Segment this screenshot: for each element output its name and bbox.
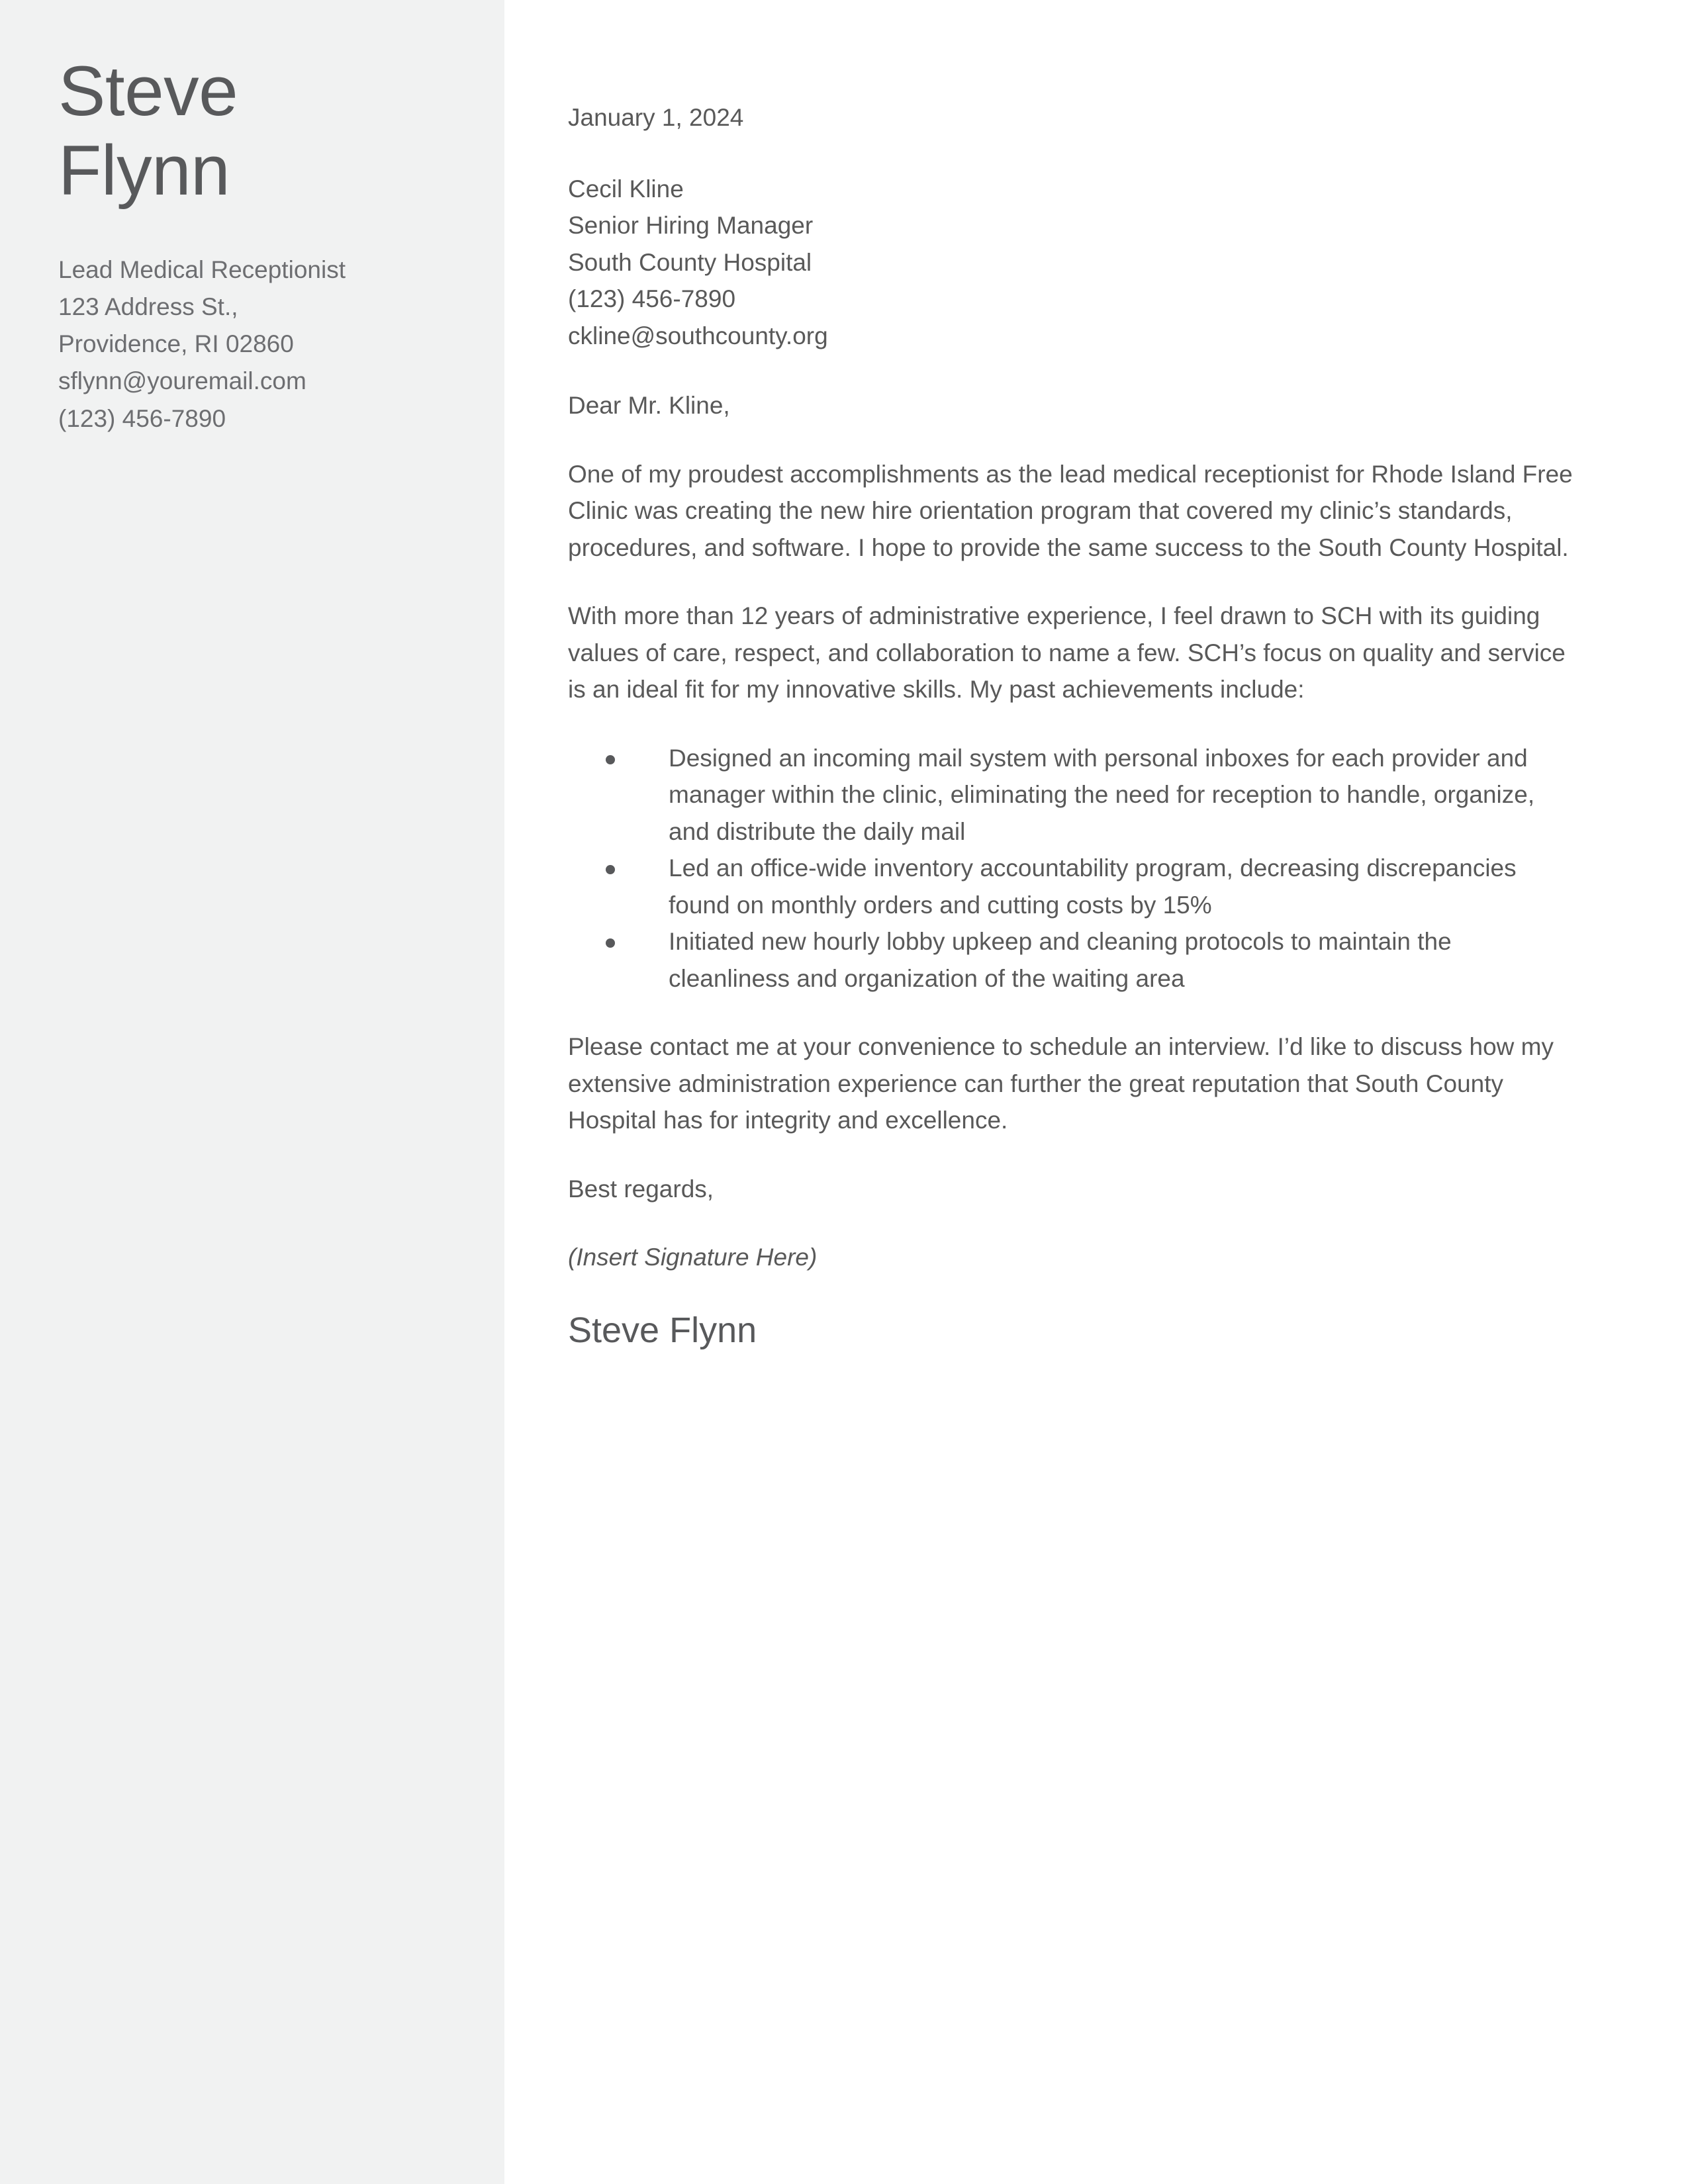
applicant-phone: (123) 456-7890 [58, 404, 226, 432]
applicant-last-name: Flynn [58, 130, 230, 210]
applicant-first-name: Steve [58, 51, 238, 130]
applicant-job-title: Lead Medical Receptionist [58, 255, 346, 283]
applicant-address-line-1: 123 Address St., [58, 293, 238, 320]
letter-body [568, 99, 1574, 1351]
sidebar-content [58, 52, 482, 437]
body-paragraph-3: Please contact me at your convenience to schedule an interview. I’d like to discuss how my extensive administration experience can further the great reputation that South County Hospital has for integrity and excellence. [568, 1033, 1554, 1134]
list-item [568, 923, 1574, 997]
recipient-name: Cecil Kline [568, 175, 684, 203]
salutation: Dear Mr. Kline, [568, 392, 730, 419]
applicant-address-line-2: Providence, RI 02860 [58, 330, 294, 358]
recipient-block [568, 171, 1574, 355]
list-item [568, 850, 1574, 923]
achievements-list [568, 740, 1574, 997]
recipient-phone: (123) 456-7890 [568, 285, 736, 312]
applicant-email: sflynn@youremail.com [58, 367, 306, 395]
recipient-email: ckline@southcounty.org [568, 322, 828, 349]
contact-info-block [58, 251, 482, 437]
sidebar-panel [0, 0, 504, 2184]
closing-salutation: Best regards, [568, 1175, 714, 1203]
body-paragraph-1: One of my proudest accomplishments as the lead medical receptionist for Rhode Island Free Clinic was creating the new hire orientation program that covered my clinic’s standards, procedures, and software. I hope to provide the same success to the South County Hospital. [568, 460, 1573, 561]
list-item [568, 740, 1574, 850]
bullet-point-icon [606, 938, 615, 948]
recipient-title: Senior Hiring Manager [568, 212, 814, 239]
signature-name: Steve Flynn [568, 1310, 757, 1350]
letter-date: January 1, 2024 [568, 104, 744, 131]
bullet-point-icon [606, 755, 615, 764]
signature-placeholder: (Insert Signature Here) [568, 1244, 818, 1271]
recipient-organization: South County Hospital [568, 248, 812, 276]
bullet-point-icon [606, 865, 615, 874]
page-title [58, 52, 482, 210]
achievement-text: Led an office-wide inventory accountability program, decreasing discrepancies found on monthly orders and cutting costs by 15% [669, 854, 1517, 919]
body-paragraph-2: With more than 12 years of administrative experience, I feel drawn to SCH with its guiding values of care, respect, and collaboration to name a few. SCH’s focus on quality and service is an ideal fit for my innovative skills. My past achievements include: [568, 602, 1566, 703]
achievement-text: Designed an incoming mail system with personal inboxes for each provider and manager within the clinic, eliminating the need for reception to handle, organize, and distribute the daily mail [669, 744, 1535, 845]
achievement-text: Initiated new hourly lobby upkeep and cleaning protocols to maintain the cleanliness and organization of the waiting area [669, 928, 1452, 992]
